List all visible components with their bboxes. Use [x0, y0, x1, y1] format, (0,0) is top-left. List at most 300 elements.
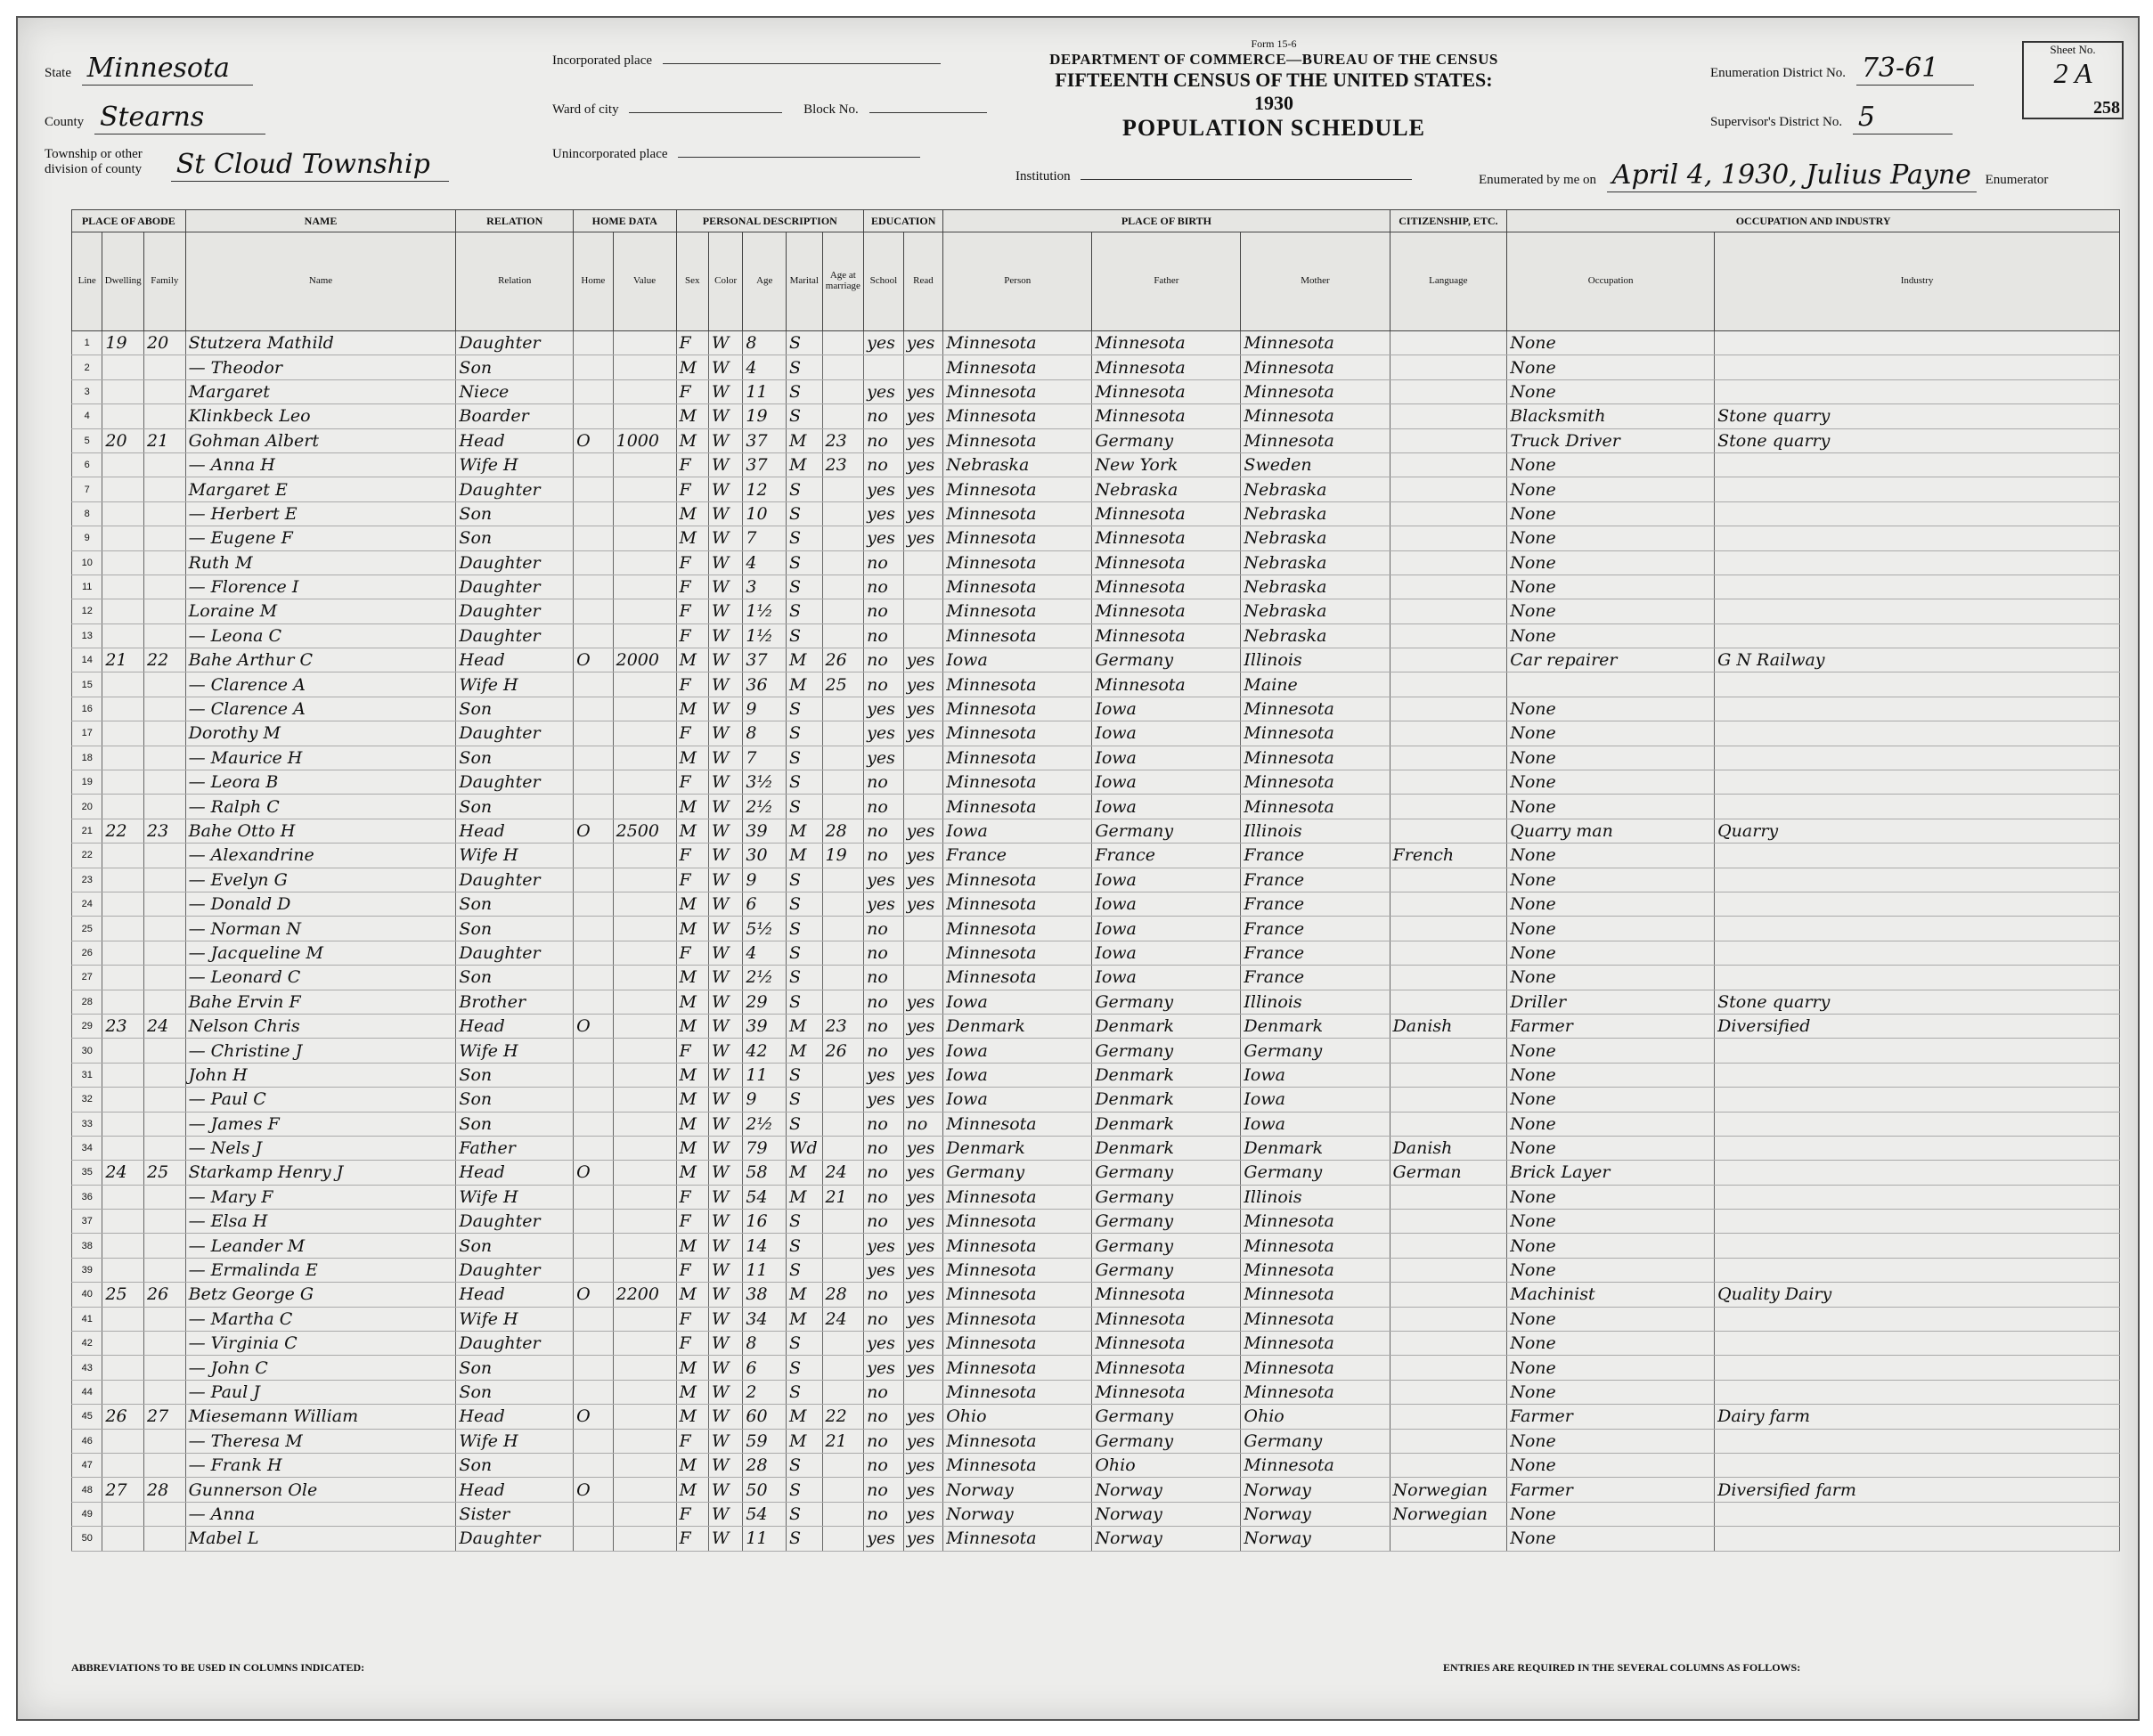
school-attendance: no: [864, 452, 904, 477]
home-value: [613, 917, 676, 941]
home-tenure: O: [574, 1478, 614, 1502]
family-number: [144, 1356, 186, 1380]
age: 1½: [743, 599, 787, 623]
person-name: Bahe Otto H: [185, 819, 456, 843]
age-at-marriage: 23: [822, 452, 864, 477]
occupation: None: [1507, 1453, 1715, 1477]
table-row: [72, 1429, 2120, 1453]
home-tenure: [574, 844, 614, 868]
home-tenure: [574, 1429, 614, 1453]
home-value: [613, 623, 676, 648]
sex: F: [676, 452, 708, 477]
sex: M: [676, 819, 708, 843]
family-number: [144, 697, 186, 721]
home-tenure: [574, 477, 614, 501]
birthplace-father: Minnesota: [1092, 526, 1241, 550]
table-row: [72, 1088, 2120, 1112]
color: W: [708, 355, 742, 379]
native-language: [1390, 1210, 1507, 1234]
sex: F: [676, 575, 708, 599]
birthplace-person: Norway: [943, 1502, 1092, 1526]
line-number: 2: [72, 355, 102, 379]
table-row: [72, 648, 2120, 672]
color: W: [708, 648, 742, 672]
age: 37: [743, 648, 787, 672]
industry: [1715, 1039, 2120, 1063]
school-attendance: yes: [864, 868, 904, 892]
age-at-marriage: [822, 331, 864, 355]
sex: M: [676, 1453, 708, 1477]
person-name: — Clarence A: [185, 697, 456, 721]
home-tenure: [574, 941, 614, 965]
birthplace-mother: Nebraska: [1241, 477, 1390, 501]
industry: [1715, 1234, 2120, 1258]
table-row: [72, 1283, 2120, 1307]
color: W: [708, 721, 742, 746]
table-row: [72, 1185, 2120, 1209]
industry: [1715, 917, 2120, 941]
sex: F: [676, 599, 708, 623]
line-number: 30: [72, 1039, 102, 1063]
person-name: — Maurice H: [185, 746, 456, 770]
census-title: FIFTEENTH CENSUS OF THE UNITED STATES: 1930: [1055, 69, 1493, 114]
home-value: [613, 1161, 676, 1185]
age: 2½: [743, 1112, 787, 1136]
dwelling-number: 20: [102, 428, 144, 452]
occupation: None: [1507, 331, 1715, 355]
can-read: yes: [903, 1429, 943, 1453]
person-name: — Anna: [185, 1502, 456, 1526]
school-attendance: no: [864, 404, 904, 428]
age: 50: [743, 1478, 787, 1502]
occupation: None: [1507, 623, 1715, 648]
occupation: None: [1507, 1502, 1715, 1526]
home-tenure: [574, 990, 614, 1014]
birthplace-person: Minnesota: [943, 477, 1092, 501]
person-name: — Leora B: [185, 770, 456, 795]
native-language: [1390, 379, 1507, 403]
sex: M: [676, 526, 708, 550]
industry: [1715, 746, 2120, 770]
birthplace-person: Minnesota: [943, 1283, 1092, 1307]
marital-status: S: [787, 917, 823, 941]
column-header: Home: [574, 232, 614, 331]
birthplace-mother: Norway: [1241, 1502, 1390, 1526]
native-language: [1390, 331, 1507, 355]
age-at-marriage: 21: [822, 1429, 864, 1453]
age: 60: [743, 1405, 787, 1429]
family-number: [144, 1332, 186, 1356]
home-value: [613, 1088, 676, 1112]
native-language: [1390, 1380, 1507, 1404]
birthplace-father: Minnesota: [1092, 550, 1241, 575]
birthplace-mother: France: [1241, 966, 1390, 990]
color: W: [708, 1307, 742, 1331]
family-number: 23: [144, 819, 186, 843]
line-number: 20: [72, 795, 102, 819]
person-name: Dorothy M: [185, 721, 456, 746]
sex: M: [676, 1014, 708, 1038]
line-number: 19: [72, 770, 102, 795]
birthplace-father: Denmark: [1092, 1088, 1241, 1112]
color: W: [708, 795, 742, 819]
person-name: Gunnerson Ole: [185, 1478, 456, 1502]
marital-status: M: [787, 672, 823, 697]
line-number: 9: [72, 526, 102, 550]
age-at-marriage: [822, 550, 864, 575]
relation: Son: [456, 1063, 574, 1087]
birthplace-person: Iowa: [943, 1063, 1092, 1087]
home-value: [613, 1307, 676, 1331]
color: W: [708, 697, 742, 721]
birthplace-person: Minnesota: [943, 1185, 1092, 1209]
age: 11: [743, 1258, 787, 1282]
native-language: [1390, 1405, 1507, 1429]
column-header: Marital: [787, 232, 823, 331]
age-at-marriage: [822, 1112, 864, 1136]
column-header: Family: [144, 232, 186, 331]
birthplace-person: Minnesota: [943, 623, 1092, 648]
age: 39: [743, 819, 787, 843]
person-name: Miesemann William: [185, 1405, 456, 1429]
line-number: 36: [72, 1185, 102, 1209]
home-tenure: [574, 1307, 614, 1331]
marital-status: S: [787, 1258, 823, 1282]
line-number: 22: [72, 844, 102, 868]
person-name: — Leander M: [185, 1234, 456, 1258]
birthplace-mother: Minnesota: [1241, 795, 1390, 819]
footer-abbreviations: ABBREVIATIONS TO BE USED IN COLUMNS INDICATED:: [71, 1661, 365, 1674]
birthplace-person: Minnesota: [943, 550, 1092, 575]
color: W: [708, 599, 742, 623]
native-language: [1390, 917, 1507, 941]
occupation: None: [1507, 1136, 1715, 1160]
color: W: [708, 1380, 742, 1404]
birthplace-mother: Minnesota: [1241, 331, 1390, 355]
can-read: [903, 575, 943, 599]
person-name: Nelson Chris: [185, 1014, 456, 1038]
table-row: [72, 501, 2120, 526]
marital-status: M: [787, 844, 823, 868]
birthplace-mother: Denmark: [1241, 1014, 1390, 1038]
table-row: [72, 331, 2120, 355]
sex: M: [676, 1283, 708, 1307]
birthplace-father: Minnesota: [1092, 1332, 1241, 1356]
birthplace-father: Minnesota: [1092, 379, 1241, 403]
family-number: [144, 1039, 186, 1063]
birthplace-person: Minnesota: [943, 1356, 1092, 1380]
can-read: yes: [903, 1039, 943, 1063]
can-read: yes: [903, 1332, 943, 1356]
home-tenure: O: [574, 648, 614, 672]
birthplace-person: Minnesota: [943, 1210, 1092, 1234]
birthplace-person: Minnesota: [943, 526, 1092, 550]
sex: M: [676, 1088, 708, 1112]
color: W: [708, 550, 742, 575]
color: W: [708, 379, 742, 403]
age: 2½: [743, 966, 787, 990]
color: W: [708, 1502, 742, 1526]
school-attendance: yes: [864, 477, 904, 501]
dwelling-number: 23: [102, 1014, 144, 1038]
column-header: Color: [708, 232, 742, 331]
school-attendance: no: [864, 1478, 904, 1502]
can-read: yes: [903, 1478, 943, 1502]
person-name: — Ralph C: [185, 795, 456, 819]
birthplace-mother: Minnesota: [1241, 1234, 1390, 1258]
native-language: [1390, 575, 1507, 599]
birthplace-father: Iowa: [1092, 697, 1241, 721]
column-header: Mother: [1241, 232, 1390, 331]
relation: Daughter: [456, 1527, 574, 1551]
color: W: [708, 331, 742, 355]
birthplace-person: Minnesota: [943, 1332, 1092, 1356]
native-language: [1390, 941, 1507, 965]
birthplace-mother: Illinois: [1241, 648, 1390, 672]
marital-status: S: [787, 1356, 823, 1380]
unincorporated-field: [552, 147, 920, 162]
marital-status: S: [787, 868, 823, 892]
dwelling-number: [102, 672, 144, 697]
age: 28: [743, 1453, 787, 1477]
relation: Daughter: [456, 623, 574, 648]
age-at-marriage: [822, 1478, 864, 1502]
family-number: [144, 1258, 186, 1282]
relation: Daughter: [456, 599, 574, 623]
occupation: None: [1507, 1380, 1715, 1404]
can-read: yes: [903, 452, 943, 477]
birthplace-father: Denmark: [1092, 1014, 1241, 1038]
institution-field: [1015, 169, 1412, 184]
native-language: [1390, 428, 1507, 452]
age-at-marriage: [822, 477, 864, 501]
occupation: None: [1507, 844, 1715, 868]
dwelling-number: [102, 697, 144, 721]
table-row: [72, 1380, 2120, 1404]
home-tenure: [574, 379, 614, 403]
marital-status: S: [787, 966, 823, 990]
birthplace-person: Iowa: [943, 990, 1092, 1014]
can-read: yes: [903, 1453, 943, 1477]
age: 54: [743, 1502, 787, 1526]
sex: F: [676, 477, 708, 501]
enumerated-field: [1479, 160, 2048, 192]
color: W: [708, 1088, 742, 1112]
age-at-marriage: [822, 966, 864, 990]
can-read: [903, 966, 943, 990]
color: W: [708, 990, 742, 1014]
school-attendance: yes: [864, 892, 904, 916]
native-language: [1390, 1527, 1507, 1551]
industry: [1715, 575, 2120, 599]
age: 8: [743, 1332, 787, 1356]
occupation: None: [1507, 477, 1715, 501]
home-tenure: [574, 1453, 614, 1477]
can-read: yes: [903, 1405, 943, 1429]
table-row: [72, 1405, 2120, 1429]
birthplace-person: Minnesota: [943, 770, 1092, 795]
relation: Daughter: [456, 1258, 574, 1282]
age: 58: [743, 1161, 787, 1185]
supervisor-field: [1710, 102, 1953, 134]
birthplace-father: Ohio: [1092, 1453, 1241, 1477]
relation: Son: [456, 917, 574, 941]
birthplace-person: Minnesota: [943, 575, 1092, 599]
table-row: [72, 575, 2120, 599]
age-at-marriage: [822, 721, 864, 746]
person-name: — Jacqueline M: [185, 941, 456, 965]
birthplace-father: Minnesota: [1092, 1356, 1241, 1380]
census-sheet: [16, 16, 2140, 1721]
can-read: yes: [903, 379, 943, 403]
color: W: [708, 1014, 742, 1038]
home-tenure: [574, 355, 614, 379]
can-read: [903, 355, 943, 379]
age: 34: [743, 1307, 787, 1331]
school-attendance: no: [864, 1380, 904, 1404]
relation: Father: [456, 1136, 574, 1160]
age: 8: [743, 721, 787, 746]
person-name: — Anna H: [185, 452, 456, 477]
marital-status: M: [787, 1307, 823, 1331]
dwelling-number: 25: [102, 1283, 144, 1307]
birthplace-mother: Iowa: [1241, 1088, 1390, 1112]
marital-status: S: [787, 746, 823, 770]
birthplace-father: Minnesota: [1092, 404, 1241, 428]
age-at-marriage: [822, 1380, 864, 1404]
county-field: [45, 102, 265, 134]
birthplace-person: Minnesota: [943, 404, 1092, 428]
relation: Wife H: [456, 1039, 574, 1063]
title-block: [1042, 37, 1505, 142]
line-number: 23: [72, 868, 102, 892]
table-row: [72, 917, 2120, 941]
sex: M: [676, 917, 708, 941]
can-read: yes: [903, 501, 943, 526]
native-language: [1390, 1283, 1507, 1307]
birthplace-person: Germany: [943, 1161, 1092, 1185]
state-label: State: [45, 66, 71, 80]
table-row: [72, 1527, 2120, 1551]
home-value: [613, 404, 676, 428]
school-attendance: no: [864, 1014, 904, 1038]
age-at-marriage: 23: [822, 428, 864, 452]
birthplace-father: France: [1092, 844, 1241, 868]
line-number: 24: [72, 892, 102, 916]
age: 10: [743, 501, 787, 526]
can-read: yes: [903, 1356, 943, 1380]
can-read: [903, 1380, 943, 1404]
home-value: [613, 1356, 676, 1380]
relation: Son: [456, 746, 574, 770]
can-read: yes: [903, 1161, 943, 1185]
can-read: [903, 770, 943, 795]
line-number: 21: [72, 819, 102, 843]
marital-status: M: [787, 1429, 823, 1453]
sex: M: [676, 746, 708, 770]
township-field: [45, 147, 449, 182]
column-header: School: [864, 232, 904, 331]
occupation: None: [1507, 1307, 1715, 1331]
family-number: [144, 795, 186, 819]
home-value: [613, 355, 676, 379]
group-occupation: OCCUPATION AND INDUSTRY: [1507, 210, 2120, 232]
line-number: 43: [72, 1356, 102, 1380]
marital-status: M: [787, 452, 823, 477]
sex: F: [676, 1429, 708, 1453]
line-number: 39: [72, 1258, 102, 1282]
home-tenure: [574, 599, 614, 623]
can-read: [903, 917, 943, 941]
color: W: [708, 1405, 742, 1429]
occupation: None: [1507, 917, 1715, 941]
age: 12: [743, 477, 787, 501]
home-value: [613, 1502, 676, 1526]
home-tenure: [574, 672, 614, 697]
occupation: Farmer: [1507, 1478, 1715, 1502]
school-attendance: yes: [864, 1234, 904, 1258]
can-read: yes: [903, 1063, 943, 1087]
birthplace-person: Iowa: [943, 1039, 1092, 1063]
birthplace-person: Minnesota: [943, 331, 1092, 355]
line-number: 17: [72, 721, 102, 746]
industry: [1715, 526, 2120, 550]
occupation: None: [1507, 1063, 1715, 1087]
birthplace-mother: France: [1241, 917, 1390, 941]
home-tenure: [574, 1039, 614, 1063]
age: 2: [743, 1380, 787, 1404]
school-attendance: yes: [864, 1527, 904, 1551]
age-at-marriage: [822, 1234, 864, 1258]
industry: [1715, 1527, 2120, 1551]
birthplace-father: Minnesota: [1092, 623, 1241, 648]
family-number: 22: [144, 648, 186, 672]
color: W: [708, 575, 742, 599]
marital-status: M: [787, 428, 823, 452]
school-attendance: yes: [864, 721, 904, 746]
home-value: 2000: [613, 648, 676, 672]
family-number: 28: [144, 1478, 186, 1502]
relation: Wife H: [456, 1307, 574, 1331]
age: 79: [743, 1136, 787, 1160]
home-value: [613, 1136, 676, 1160]
age: 4: [743, 550, 787, 575]
marital-status: S: [787, 331, 823, 355]
schedule-title: POPULATION SCHEDULE: [1122, 115, 1425, 141]
home-value: [613, 452, 676, 477]
color: W: [708, 1161, 742, 1185]
enumeration-label: Enumeration District No.: [1710, 66, 1847, 80]
can-read: yes: [903, 892, 943, 916]
industry: [1715, 1356, 2120, 1380]
home-value: [613, 1380, 676, 1404]
home-tenure: [574, 501, 614, 526]
dwelling-number: [102, 941, 144, 965]
family-number: [144, 1307, 186, 1331]
industry: [1715, 477, 2120, 501]
can-read: [903, 795, 943, 819]
color: W: [708, 477, 742, 501]
group-home-data: HOME DATA: [574, 210, 676, 232]
marital-status: M: [787, 819, 823, 843]
age: 37: [743, 428, 787, 452]
marital-status: Wd: [787, 1136, 823, 1160]
birthplace-person: Iowa: [943, 1088, 1092, 1112]
dwelling-number: [102, 1063, 144, 1087]
school-attendance: yes: [864, 746, 904, 770]
school-attendance: no: [864, 1429, 904, 1453]
marital-status: S: [787, 599, 823, 623]
